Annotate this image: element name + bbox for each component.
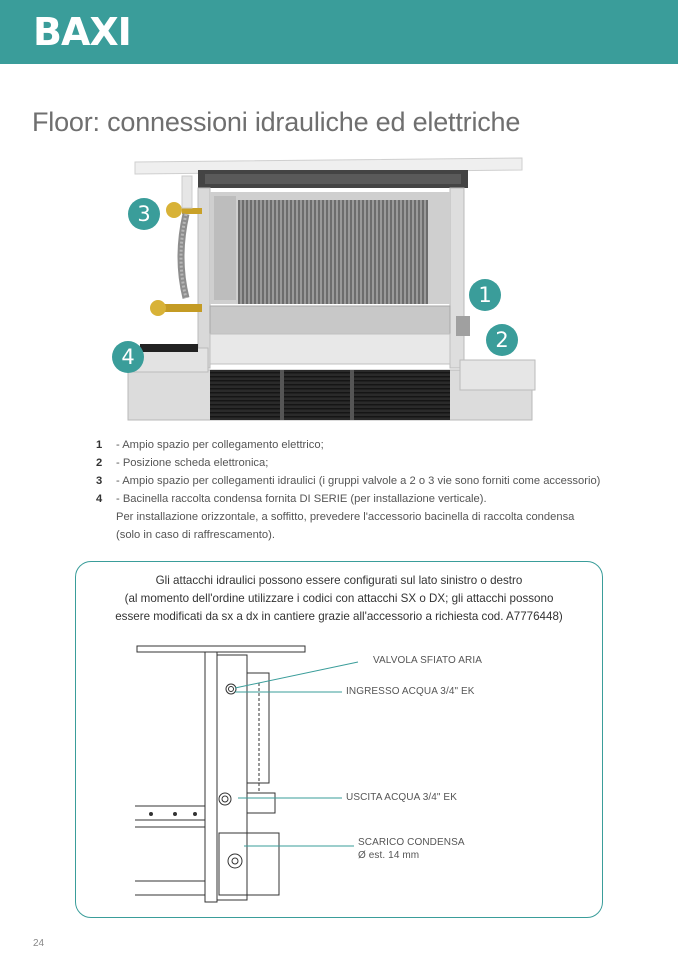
list-item xyxy=(96,490,636,508)
baxi-logo: BAXI xyxy=(33,10,131,54)
badge-2: 2 xyxy=(486,324,518,356)
list-item xyxy=(96,436,636,454)
info-line: Gli attacchi idraulici possono essere configurati sul lato sinistro o destro xyxy=(155,574,523,587)
list-continuation: (solo in caso di raffrescamento). xyxy=(116,529,275,541)
list-item-number: 1 xyxy=(96,439,103,451)
list-continuation: Per installazione orizzontale, a soffitto, prevedere l'accessorio bacinella di raccolta condensa xyxy=(116,511,575,523)
callout-drain: SCARICO CONDENSA xyxy=(358,837,465,848)
list-item xyxy=(96,472,636,490)
feature-list xyxy=(96,436,636,544)
info-line: essere modificati da sx a dx in cantiere grazie all'accessorio a richiesta cod. A7776448) xyxy=(115,610,563,623)
list-item-text: - Posizione scheda elettronica; xyxy=(116,457,269,469)
badge-1: 1 xyxy=(469,279,501,311)
list-item-text: - Bacinella raccolta condensa fornita DI SERIE (per installazione verticale). xyxy=(116,493,487,505)
callout-lines xyxy=(230,650,370,860)
list-item-number: 3 xyxy=(96,475,103,487)
header-bar xyxy=(0,0,678,64)
callout-water-outlet: USCITA ACQUA 3/4" EK xyxy=(346,792,457,803)
callout-water-inlet: INGRESSO ACQUA 3/4" EK xyxy=(346,686,475,697)
callout-drain-size: Ø est. 14 mm xyxy=(358,850,420,861)
list-item-number: 2 xyxy=(96,457,103,469)
info-line: (al momento dell'ordine utilizzare i codici con attacchi SX o DX; gli attacchi possono xyxy=(124,592,554,605)
page-number: 24 xyxy=(33,938,45,949)
list-item-number: 4 xyxy=(96,493,103,505)
list-item-text: - Ampio spazio per collegamento elettrico; xyxy=(116,439,324,451)
list-item xyxy=(96,454,636,472)
badge-3: 3 xyxy=(128,198,160,230)
badge-4: 4 xyxy=(112,341,144,373)
page-title: Floor: connessioni idrauliche ed elettriche xyxy=(32,107,521,137)
callout-air-vent: VALVOLA SFIATO ARIA xyxy=(373,655,482,666)
list-item-text: - Ampio spazio per collegamenti idraulici (i gruppi valvole a 2 o 3 vie sono forniti come accessorio) xyxy=(116,475,601,487)
info-box-text xyxy=(76,572,602,626)
